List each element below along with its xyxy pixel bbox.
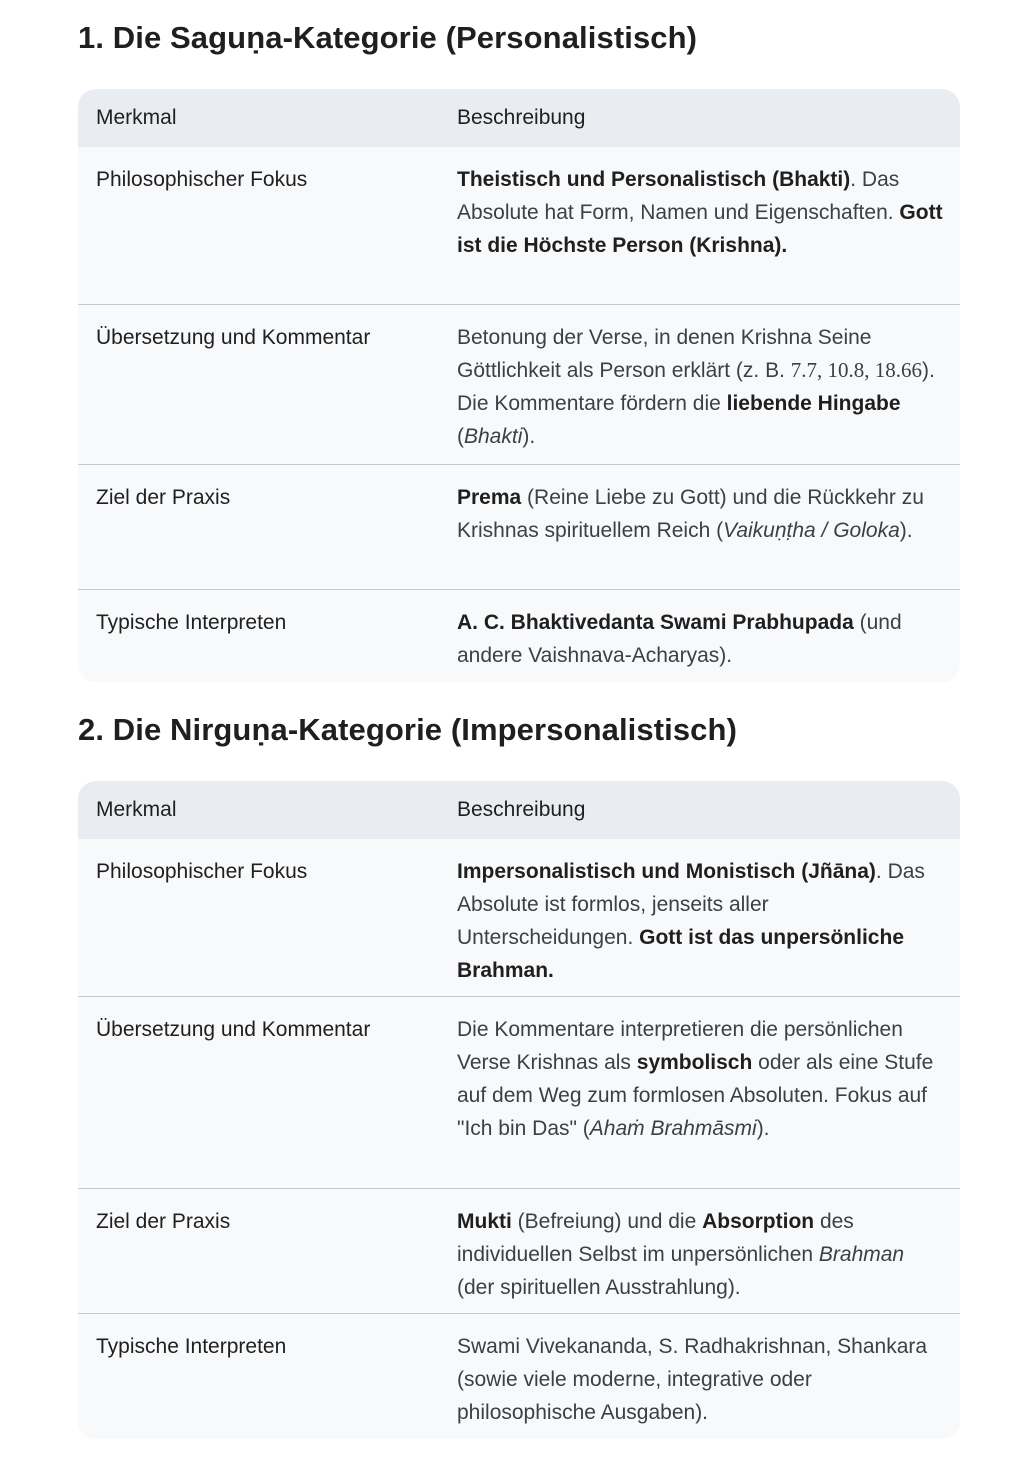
row-description	[457, 481, 947, 547]
row-label: Typische Interpreten	[96, 1335, 287, 1358]
table-header	[78, 89, 960, 147]
table-row	[78, 147, 960, 304]
row-description	[457, 1205, 947, 1304]
row-label: Ziel der Praxis	[96, 1210, 231, 1233]
row-label: Übersetzung und Kommentar	[96, 1018, 371, 1041]
description-fragment: oder als eine Stufe auf dem Weg zum formlosen Absoluten. Fokus auf "Ich bin Das" (	[457, 1051, 934, 1140]
description-fragment: (	[457, 425, 464, 448]
row-label: Typische Interpreten	[96, 611, 287, 634]
table-row	[78, 589, 960, 682]
description-fragment: Betonung der Verse, in denen Krishna Seine Göttlichkeit als Person erklärt (z. B.	[457, 326, 872, 382]
row-description	[457, 855, 947, 987]
description-fragment: ).	[522, 425, 536, 448]
section-title-saguna: 1. Die Saguṇa-Kategorie (Personalistisch)	[78, 20, 698, 55]
table-row	[78, 464, 960, 589]
description-fragment: (der spirituellen Ausstrahlung).	[457, 1276, 741, 1299]
description-fragment: Vaikuṇṭha / Goloka	[723, 519, 900, 542]
table-row	[78, 1313, 960, 1439]
description-fragment: . Das Absolute hat Form, Namen und Eigenschaften.	[457, 168, 900, 224]
description-fragment: . Das Absolute ist formlos, jenseits aller Unterscheidungen.	[457, 860, 925, 949]
description-fragment: Absorption	[702, 1210, 815, 1233]
description-fragment: Theistisch und Personalistisch (Bhakti)	[457, 168, 851, 191]
description-fragment: Impersonalistisch und Monistisch (Jñāna)	[457, 860, 876, 883]
description-fragment: Mukti	[457, 1210, 512, 1233]
description-fragment: Prema	[457, 486, 522, 509]
table-nirguna	[78, 781, 960, 1439]
table-row	[78, 1188, 960, 1313]
description-fragment: (Reine Liebe zu Gott) und die Rückkehr zu Krishnas spirituellem Reich (	[457, 486, 924, 542]
header-merkmal: Merkmal	[96, 798, 177, 821]
header-beschreibung: Beschreibung	[457, 798, 586, 821]
description-fragment: 7.7, 10.8, 18.66	[790, 358, 923, 382]
table-row	[78, 996, 960, 1188]
table-header	[78, 781, 960, 839]
row-description	[457, 163, 947, 262]
description-fragment: ). Die Kommentare fördern die	[457, 359, 935, 415]
description-fragment: des individuellen Selbst im unpersönlichen	[457, 1210, 854, 1266]
description-fragment: Bhakti	[464, 425, 523, 448]
description-fragment: Ahaṁ Brahmāsmi	[589, 1117, 757, 1140]
description-fragment: (und andere Vaishnava-Acharyas).	[457, 611, 902, 667]
row-description	[457, 1013, 947, 1145]
description-fragment: Gott ist die Höchste Person (Krishna).	[457, 201, 943, 257]
header-beschreibung: Beschreibung	[457, 106, 586, 129]
description-fragment: Die Kommentare interpretieren die persönlichen Verse Krishnas als	[457, 1018, 903, 1074]
row-label: Übersetzung und Kommentar	[96, 326, 371, 349]
description-fragment: (Befreiung) und die	[511, 1210, 703, 1233]
description-fragment: liebende Hingabe	[726, 392, 901, 415]
row-label: Ziel der Praxis	[96, 486, 231, 509]
description-fragment: Brahman	[818, 1243, 905, 1266]
description-fragment: A. C. Bhaktivedanta Swami Prabhupada	[457, 611, 854, 634]
row-description	[457, 606, 947, 672]
table-row	[78, 304, 960, 464]
row-description	[457, 321, 947, 453]
row-description	[457, 1330, 947, 1429]
description-fragment: ).	[756, 1117, 770, 1140]
description-fragment: Swami Vivekananda, S. Radhakrishnan, Shankara (sowie viele moderne, integrative oder philosophische Ausgaben).	[457, 1335, 928, 1424]
header-merkmal: Merkmal	[96, 106, 177, 129]
description-fragment: symbolisch	[636, 1051, 753, 1074]
row-label: Philosophischer Fokus	[96, 860, 308, 883]
description-fragment: ).	[899, 519, 913, 542]
description-fragment: Gott ist das unpersönliche Brahman.	[457, 926, 904, 982]
table-saguna	[78, 89, 960, 682]
section-title-nirguna: 2. Die Nirguṇa-Kategorie (Impersonalistisch)	[78, 712, 737, 747]
row-label: Philosophischer Fokus	[96, 168, 308, 191]
table-row	[78, 839, 960, 996]
